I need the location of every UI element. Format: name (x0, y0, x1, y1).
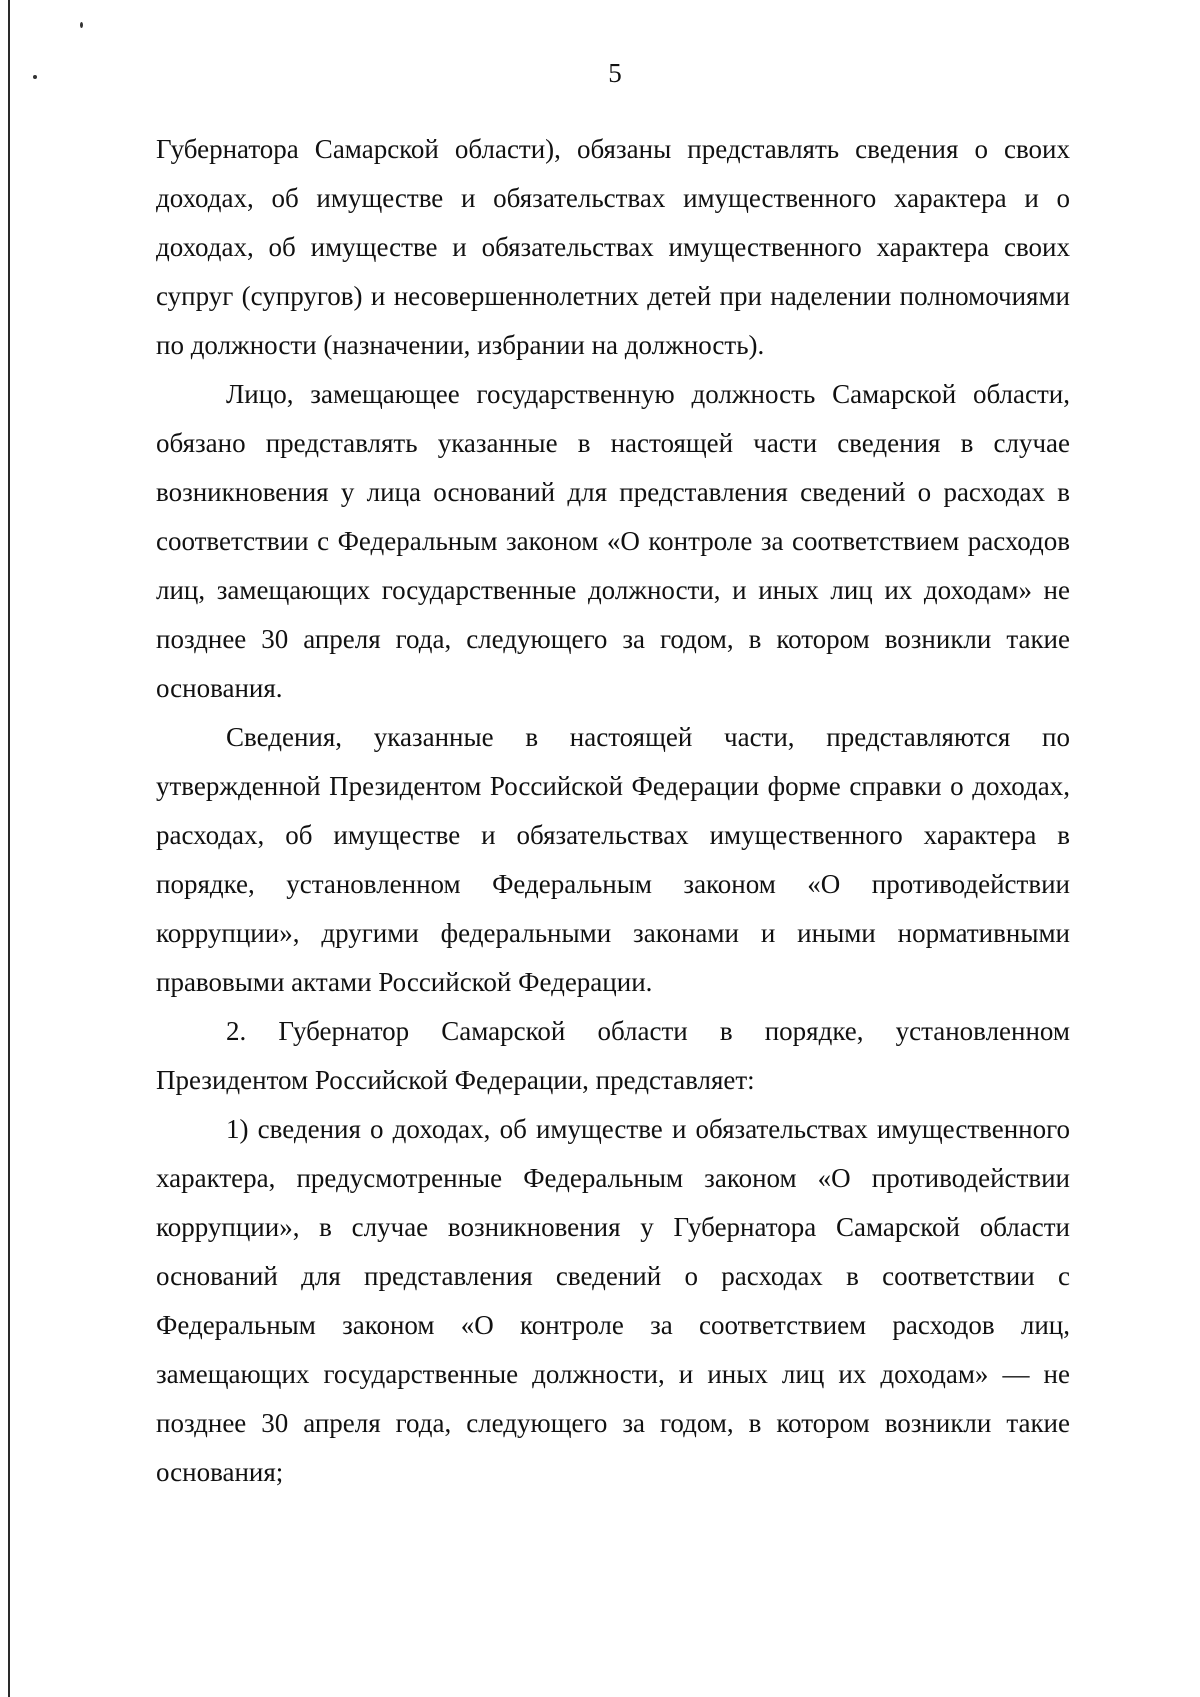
document-body (156, 125, 1070, 1497)
page-number: 5 (608, 58, 622, 88)
scan-speck (80, 22, 83, 28)
paragraph-information-form: Сведения, указанные в настоящей части, представляются по утвержденной Президентом Российской Федерации форме справки о доходах, расходах, об имуществе и обязательствах имущественного характера в порядке, установленном Федеральным законом «О противодействии коррупции», другими федеральными законами и иными нормативными правовыми актами Российской Федерации. (156, 722, 1070, 997)
paragraph-item-2: 2. Губернатор Самарской области в порядке, установленном Президентом Российской Федерации, представляет: (156, 1016, 1070, 1095)
paragraph-continuation: Губернатора Самарской области), обязаны представлять сведения о своих доходах, об имуществе и обязательствах имущественного характера и о доходах, об имуществе и обязательствах имущественного характера своих супруг (супругов) и несовершеннолетних детей при наделении полномочиями по должности (назначении, избрании на должность). (156, 134, 1070, 360)
paragraph-state-position-holder: Лицо, замещающее государственную должность Самарской области, обязано представлять указанные в настоящей части сведения в случае возникновения у лица оснований для представления сведений о расходах в соответствии с Федеральным законом «О контроле за соответствием расходов лиц, замещающих государственные должности, и иных лиц их доходам» не позднее 30 апреля года, следующего за годом, в котором возникли такие основания. (156, 379, 1070, 703)
scan-left-edge (8, 0, 10, 1697)
paragraph-subitem-1: 1) сведения о доходах, об имуществе и обязательствах имущественного характера, предусмотренные Федеральным законом «О противодействии коррупции», в случае возникновения у Губернатора Самарской области оснований для представления сведений о расходах в соответствии с Федеральным законом «О контроле за соответствием расходов лиц, замещающих государственные должности, и иных лиц их доходам» — не позднее 30 апреля года, следующего за годом, в котором возникли такие основания; (156, 1114, 1070, 1487)
